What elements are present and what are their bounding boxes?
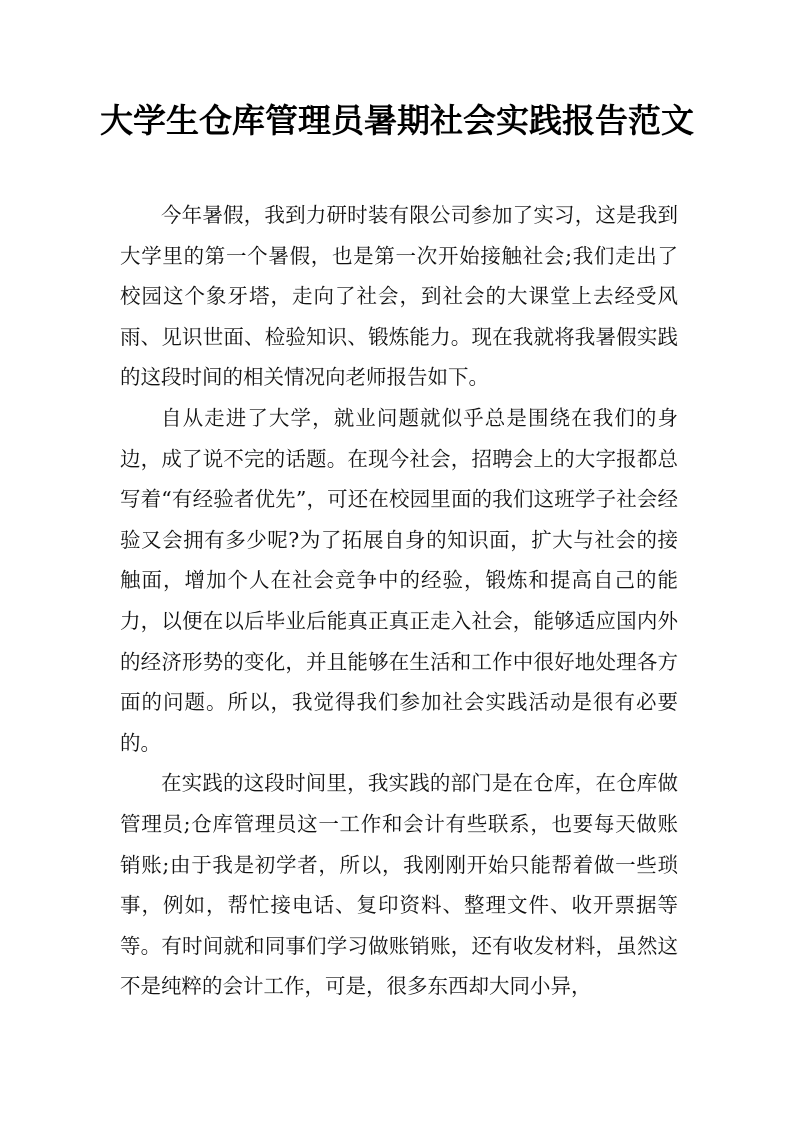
paragraph-1: 今年暑假，我到力研时装有限公司参加了实习，这是我到大学里的第一个暑假，也是第一次开始接触社会;我们走出了校园这个象牙塔，走向了社会，到社会的大课堂上去经受风雨、见识世面、检验知识、锻炼能力。现在我就将我暑假实践的这段时间的相关情况向老师报告如下。	[120, 203, 678, 390]
paragraph-2: 自从走进了大学，就业问题就似乎总是围绕在我们的身边，成了说不完的话题。在现今社会，招聘会上的大字报都总写着“有经验者优先”，可还在校园里面的我们这班学子社会经验又会拥有多少呢?为了拓展自身的知识面，扩大与社会的接触面，增加个人在社会竞争中的经验，锻炼和提高自己的能力，以便在以后毕业后能真正真正走入社会，能够适应国内外的经济形势的变化，并且能够在生活和工作中很好地处理各方面的问题。所以，我觉得我们参加社会实践活动是很有必要的。	[120, 405, 678, 755]
document-title: 大学生仓库管理员暑期社会实践报告范文	[100, 101, 694, 140]
document-body	[120, 195, 678, 1007]
paragraph-3: 在实践的这段时间里，我实践的部门是在仓库，在仓库做管理员;仓库管理员这一工作和会计有些联系，也要每天做账销账;由于我是初学者，所以，我刚刚开始只能帮着做一些琐事，例如，帮忙接电话、复印资料、整理文件、收开票据等等。有时间就和同事们学习做账销账，还有收发材料，虽然这不是纯粹的会计工作，可是，很多东西却大同小异，	[120, 771, 678, 999]
